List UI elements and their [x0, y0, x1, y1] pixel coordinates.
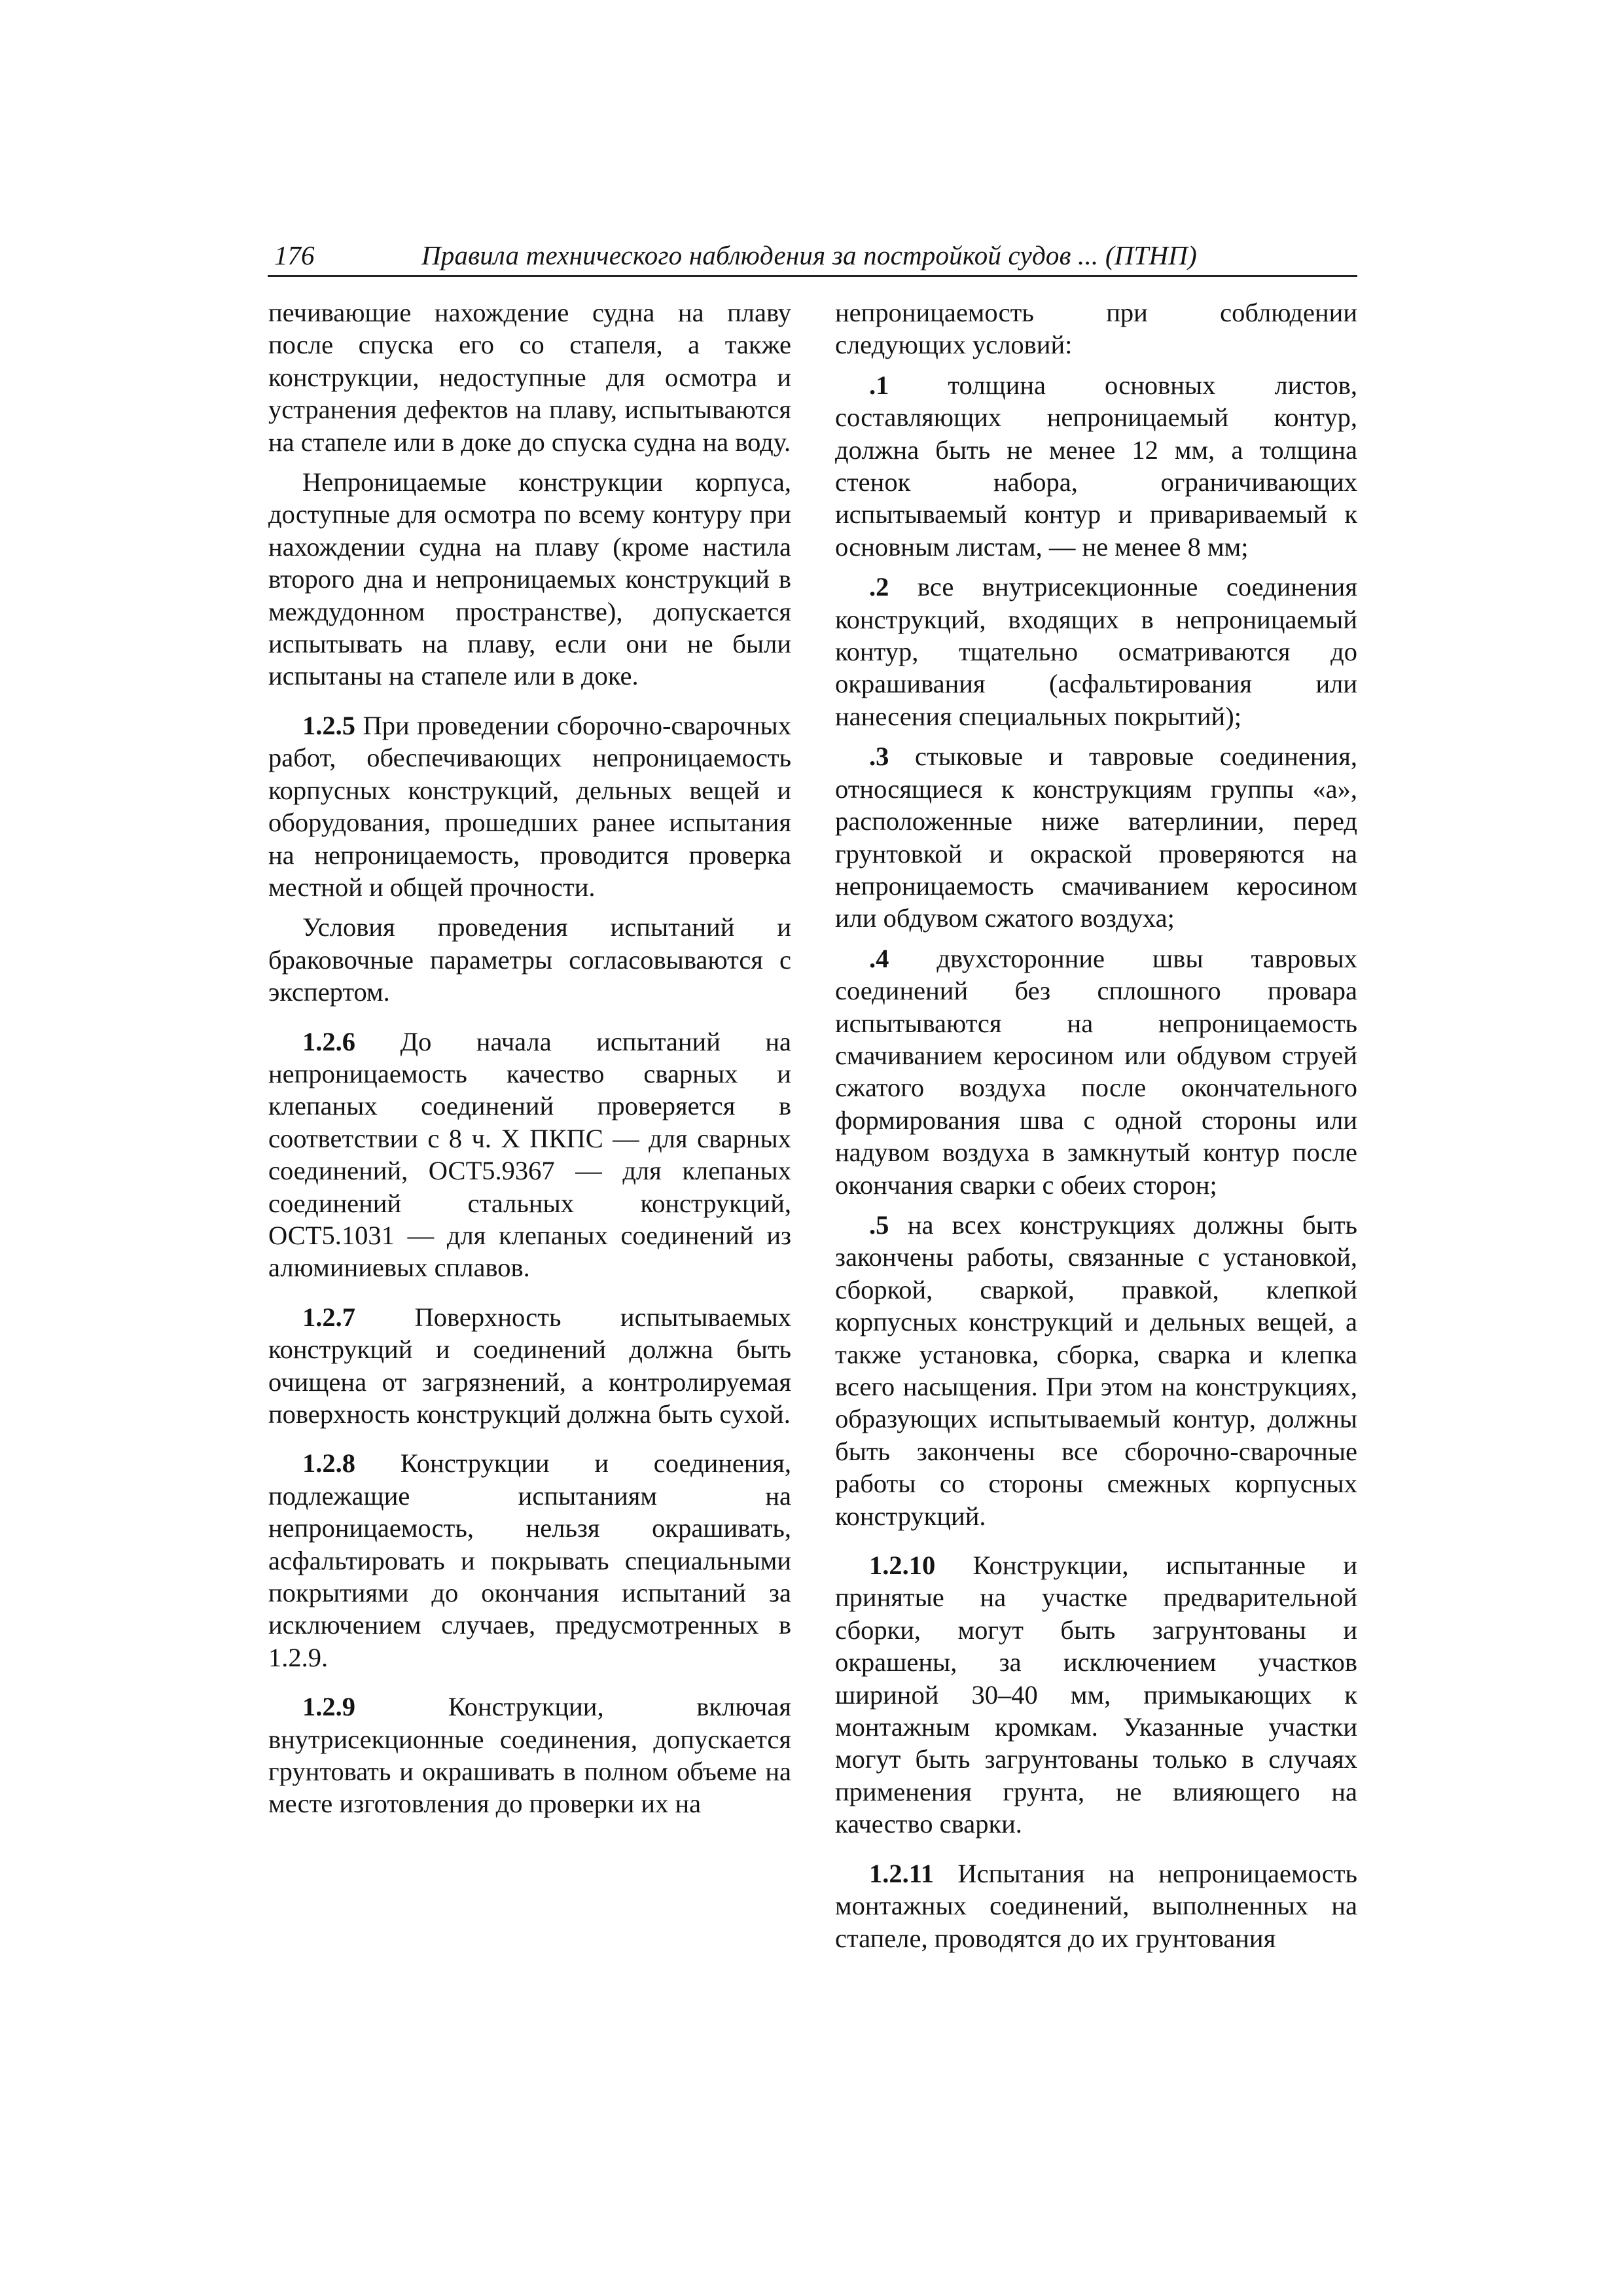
- section-text: Конструкции, испытанные и принятые на участке предварительной сборки, могут быть загрунтованы и окрашены, за исключением участков шириной 30–40 мм, примыкающих к монтажным кромкам. Указанные участки могут быть загрунтованы только в случаях применения грунта, не влияющего на качество сварки.: [835, 1551, 1357, 1839]
- item-number: .2: [869, 572, 889, 602]
- section-1-2-6: [268, 1026, 791, 1284]
- section-text: Конструкции, включая внутрисекционные соединения, допускается грунтовать и окрашивать в полном объеме на месте изготовления до проверки их на: [268, 1692, 791, 1819]
- list-item-5: [835, 1209, 1357, 1532]
- section-number: 1.2.9: [302, 1692, 355, 1722]
- item-number: .1: [869, 370, 889, 400]
- paragraph: печивающие нахождение судна на плаву после спуска его со стапеля, а также конструкции, недоступные для осмотра и устранения дефектов на плаву, испытываются на стапеле или в доке до спуска судна на воду.: [268, 298, 791, 457]
- list-item-2: [835, 571, 1357, 732]
- item-number: .4: [869, 943, 889, 973]
- item-text: двухсторонние швы тавровых соединений без сплошного провара испытываются на непроницаемость смачиванием керосином или обдувом струей сжатого воздуха после окончательного формирования шва с одной стороны или надувом воздуха в замкнутый контур после окончания сварки с обеих сторон;: [835, 943, 1357, 1200]
- left-column: [268, 296, 791, 1828]
- paragraph: непроницаемость при соблюдении следующих условий:: [835, 298, 1357, 360]
- section-1-2-11: [835, 1857, 1357, 1954]
- section-number: 1.2.6: [302, 1026, 355, 1056]
- paragraph: Условия проведения испытаний и браковочные параметры согласовываются с экспертом.: [268, 912, 791, 1007]
- item-text: на всех конструкциях должны быть закончены работы, связанные с установкой, сборкой, сваркой, правкой, клепкой корпусных конструкций и дельных вещей, а также установка, сборка, сварка и клепка всего насыщения. При этом на конструкциях, образующих испытываемый контур, должны быть закончены все сборочно-сварочные работы со стороны смежных корпусных конструкций.: [835, 1210, 1357, 1531]
- section-text: До начала испытаний на непроницаемость качество сварных и клепаных соединений проверяется в соответствии с 8 ч. X ПКПС — для сварных соединений, ОСТ5.9367 — для клепаных соединений стальных конструкций, ОСТ5.1031 — для клепаных соединений из алюминиевых сплавов.: [268, 1026, 791, 1283]
- list-item-3: [835, 740, 1357, 934]
- item-text: толщина основных листов, составляющих непроницаемый контур, должна быть не менее 12 мм, а толщина стенок набора, ограничивающих испытываемый контур и привариваемый к основным листам, — не менее 8 мм;: [835, 370, 1357, 562]
- section-text: Конструкции и соединения, подлежащие испытаниям на непроницаемость, нельзя окрашивать, асфальтировать и покрывать специальными покрытиями до окончания испытаний за исключением случаев, предусмотренных в 1.2.9.: [268, 1448, 791, 1672]
- section-text: При проведении сборочно-сварочных работ, обеспечивающих непроницаемость корпусных конструкций, дельных вещей и оборудования, прошедших ранее испытания на непроницаемость, проводится проверка местной и общей прочности.: [268, 710, 791, 902]
- running-title: Правила технического наблюдения за постройкой судов ... (ПТНП): [421, 240, 1197, 270]
- section-text: Испытания на непроницаемость монтажных соединений, выполненных на стапеле, проводятся до их грунтования: [835, 1858, 1357, 1953]
- item-number: .3: [869, 742, 889, 772]
- section-number: 1.2.8: [302, 1448, 355, 1479]
- section-1-2-8: [268, 1447, 791, 1674]
- item-text: стыковые и тавровые соединения, относящиеся к конструкциям группы «а», расположенные ниже ватерлинии, перед грунтовкой и окраской проверяются на непроницаемость смачиванием керосином или обдувом сжатого воздуха;: [835, 742, 1357, 933]
- item-text: все внутрисекционные соединения конструкций, входящих в непроницаемый контур, тщательно осматриваются до окрашивания (асфальтирования или нанесения специальных покрытий);: [835, 572, 1357, 731]
- section-1-2-10: [835, 1549, 1357, 1840]
- page-number: 176: [274, 240, 315, 270]
- right-column: [835, 296, 1357, 1962]
- section-text: Поверхность испытываемых конструкций и соединений должна быть очищена от загрязнений, а контролируемая поверхность конструкций должна быть сухой.: [268, 1302, 791, 1429]
- page-header: [268, 238, 1357, 277]
- section-number: 1.2.10: [869, 1551, 936, 1581]
- section-1-2-7: [268, 1301, 791, 1431]
- section-number: 1.2.5: [302, 710, 355, 740]
- section-number: 1.2.7: [302, 1302, 355, 1332]
- section-number: 1.2.11: [869, 1858, 935, 1888]
- section-1-2-5: [268, 709, 791, 903]
- list-item-4: [835, 942, 1357, 1201]
- list-item-1: [835, 369, 1357, 563]
- item-number: .5: [869, 1210, 889, 1240]
- paragraph: Непроницаемые конструкции корпуса, доступные для осмотра по всему контуру при нахождении судна на плаву (кроме настила второго дна и непроницаемых конструкций в междудонном пространстве), допускается испытывать на плаву, если они не были испытаны на стапеле или в доке.: [268, 467, 791, 691]
- section-1-2-9: [268, 1691, 791, 1820]
